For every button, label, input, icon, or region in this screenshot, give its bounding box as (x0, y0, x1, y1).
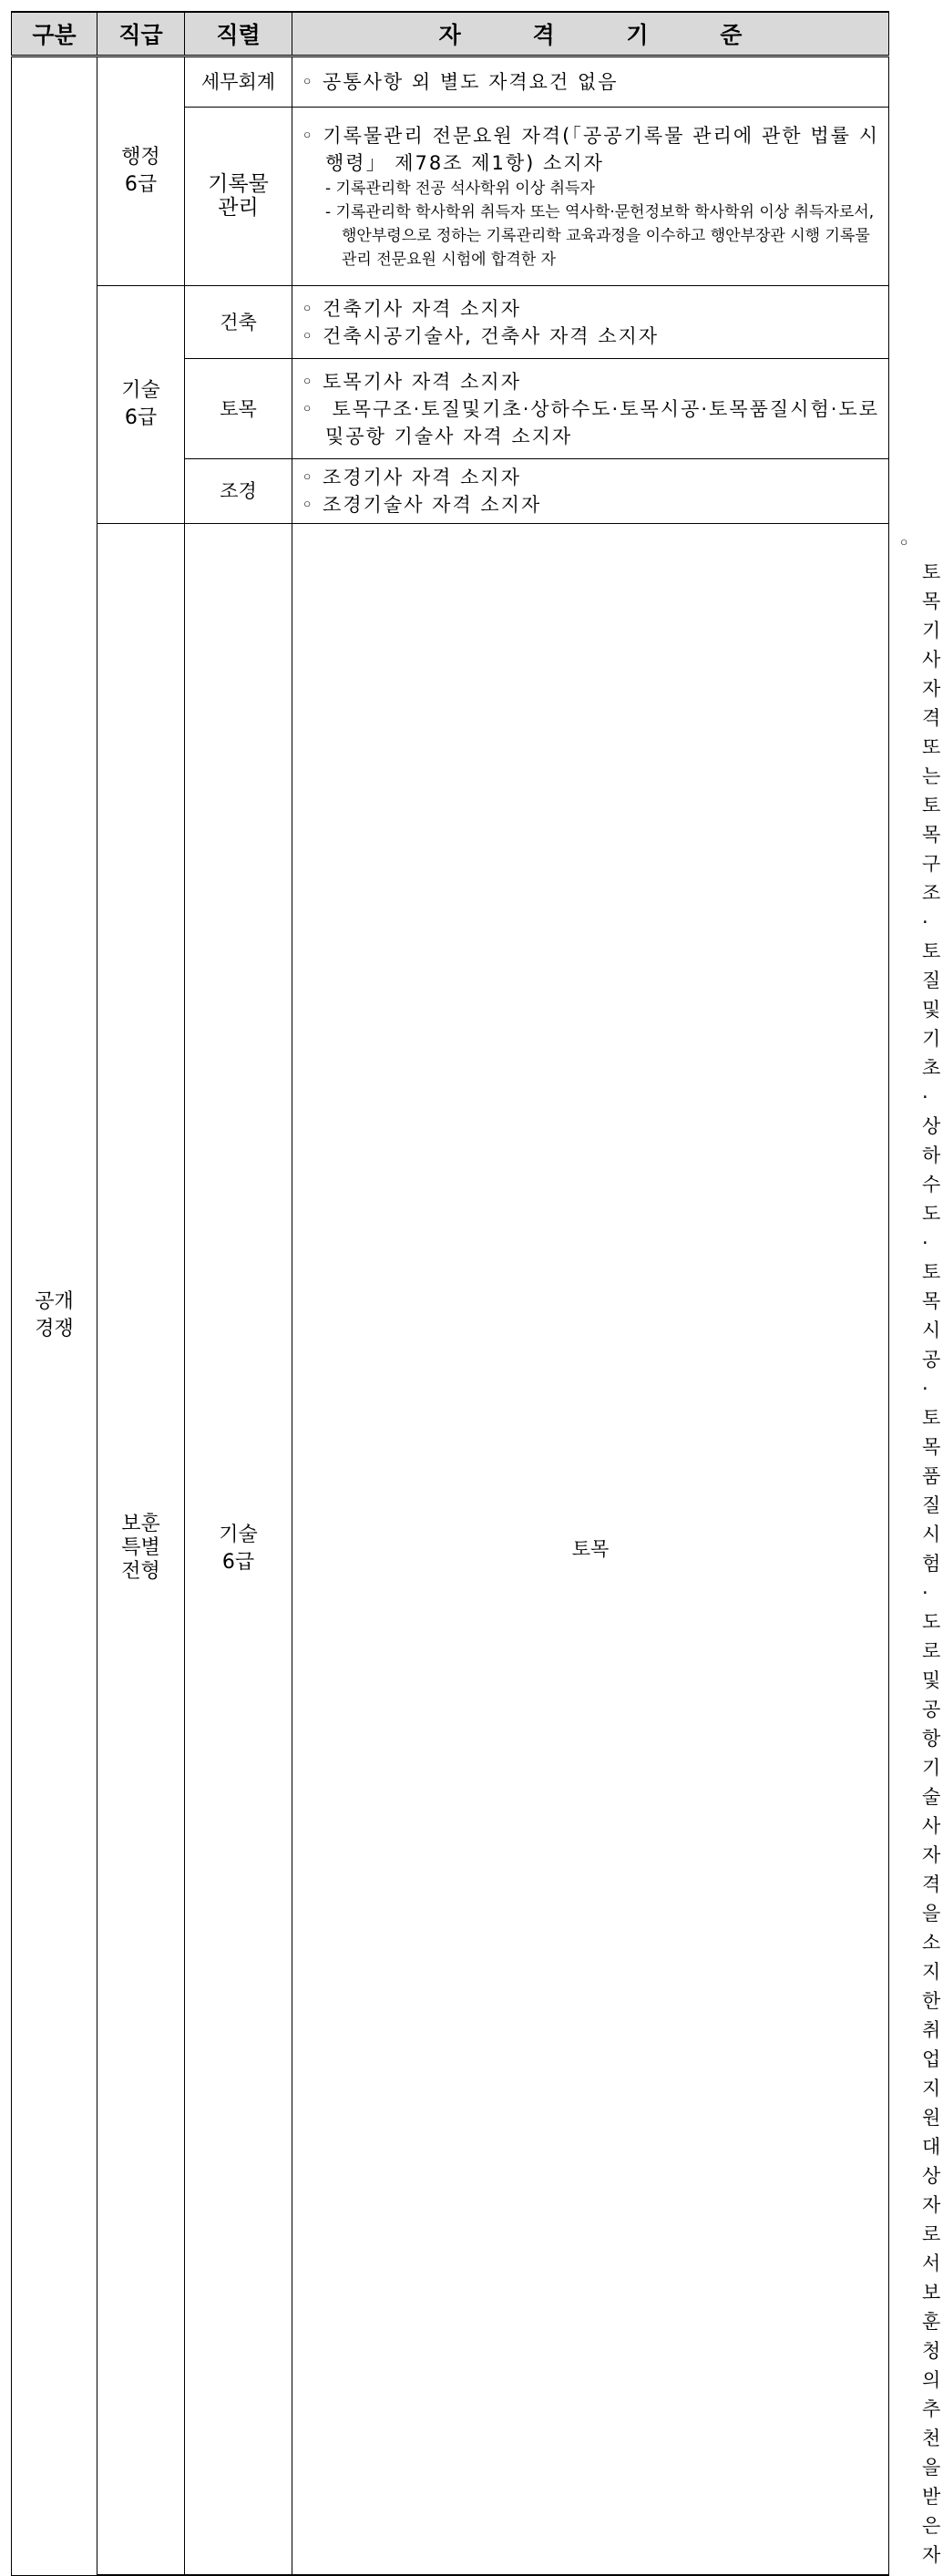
series-tax: 세무회계 (185, 56, 292, 108)
category-open-line1: 공개 (35, 1290, 74, 1314)
table-row (12, 56, 889, 108)
criteria-records (292, 108, 889, 286)
grade-tech6-veteran-line2: 6급 (221, 1551, 255, 1574)
series-records (185, 108, 292, 286)
header-criteria: 자 격 기 준 (292, 12, 889, 56)
series-civil-veteran: 토목 (292, 524, 889, 2576)
category-open (12, 56, 97, 2576)
series-records-line1: 기록물 (208, 171, 269, 196)
criteria-item: ◦ 조경기사 자격 소지자 (302, 467, 521, 488)
table-row (12, 524, 889, 2576)
criteria-subitem: - 기록관리학 전공 석사학위 이상 취득자 (325, 179, 595, 198)
criteria-civil (292, 359, 889, 459)
criteria-landscape (292, 459, 889, 524)
category-veteran-line3: 전형 (121, 1560, 160, 1583)
header-grade: 직급 (97, 12, 185, 56)
criteria-item: ◦ 토목기사 자격 또는 토목구조·토질 및 기초·상하수도·토목시공·토목품질시험·도로 및 공항 기술사 자격을 소지한 취업지원대상자로서 보훈청의 추천을 받은 자 (898, 532, 943, 2566)
criteria-subitem: - 기록관리학 학사학위 취득자 또는 역사학·문헌정보학 학사학위 이상 취득자로서, 행안부령으로 정하는 기록관리학 교육과정을 이수하고 행안부장관 시행 기록물관리 전문요원 시험에 합격한 자 (325, 202, 875, 269)
grade-admin6-line2: 6급 (124, 173, 158, 196)
category-veteran (97, 524, 185, 2576)
grade-tech6-veteran-line1: 기술 (219, 1524, 258, 1546)
series-civil: 토목 (185, 359, 292, 459)
grade-tech6-line2: 6급 (124, 406, 158, 429)
category-veteran-line1: 보훈 (121, 1513, 160, 1535)
category-veteran-line2: 특별 (121, 1536, 160, 1559)
criteria-item: ◦ 토목구조·토질및기초·상하수도·토목시공·토목품질시험·도로및공항 기술사 자격 소지자 (302, 397, 879, 447)
qualification-table (11, 11, 943, 2576)
series-arch: 건축 (185, 286, 292, 359)
grade-tech6 (97, 286, 185, 524)
criteria-tax (292, 56, 889, 108)
criteria-item: ◦ 기록물관리 전문요원 자격(「공공기록물 관리에 관한 법률 시행령」 제78조 제1항) 소지자 (302, 124, 879, 174)
grade-tech6-veteran (185, 524, 292, 2576)
criteria-item: ◦ 건축기사 자격 소지자 (302, 297, 521, 320)
header-row (12, 12, 889, 56)
criteria-item: ◦ 공통사항 외 별도 자격요건 없음 (302, 71, 619, 93)
table-row (12, 286, 889, 359)
category-open-line2: 경쟁 (35, 1318, 74, 1341)
grade-tech6-line1: 기술 (121, 379, 160, 402)
criteria-arch (292, 286, 889, 359)
series-records-line2: 관리 (218, 195, 259, 220)
header-category: 구분 (12, 12, 97, 56)
series-landscape: 조경 (185, 459, 292, 524)
grade-admin6 (97, 56, 185, 286)
criteria-item: ◦ 토목기사 자격 소지자 (302, 370, 521, 393)
grade-admin6-line1: 행정 (121, 146, 160, 169)
criteria-item: ◦ 건축시공기술사, 건축사 자격 소지자 (302, 324, 660, 347)
criteria-item: ◦ 조경기술사 자격 소지자 (302, 494, 542, 516)
header-series: 직렬 (185, 12, 292, 56)
